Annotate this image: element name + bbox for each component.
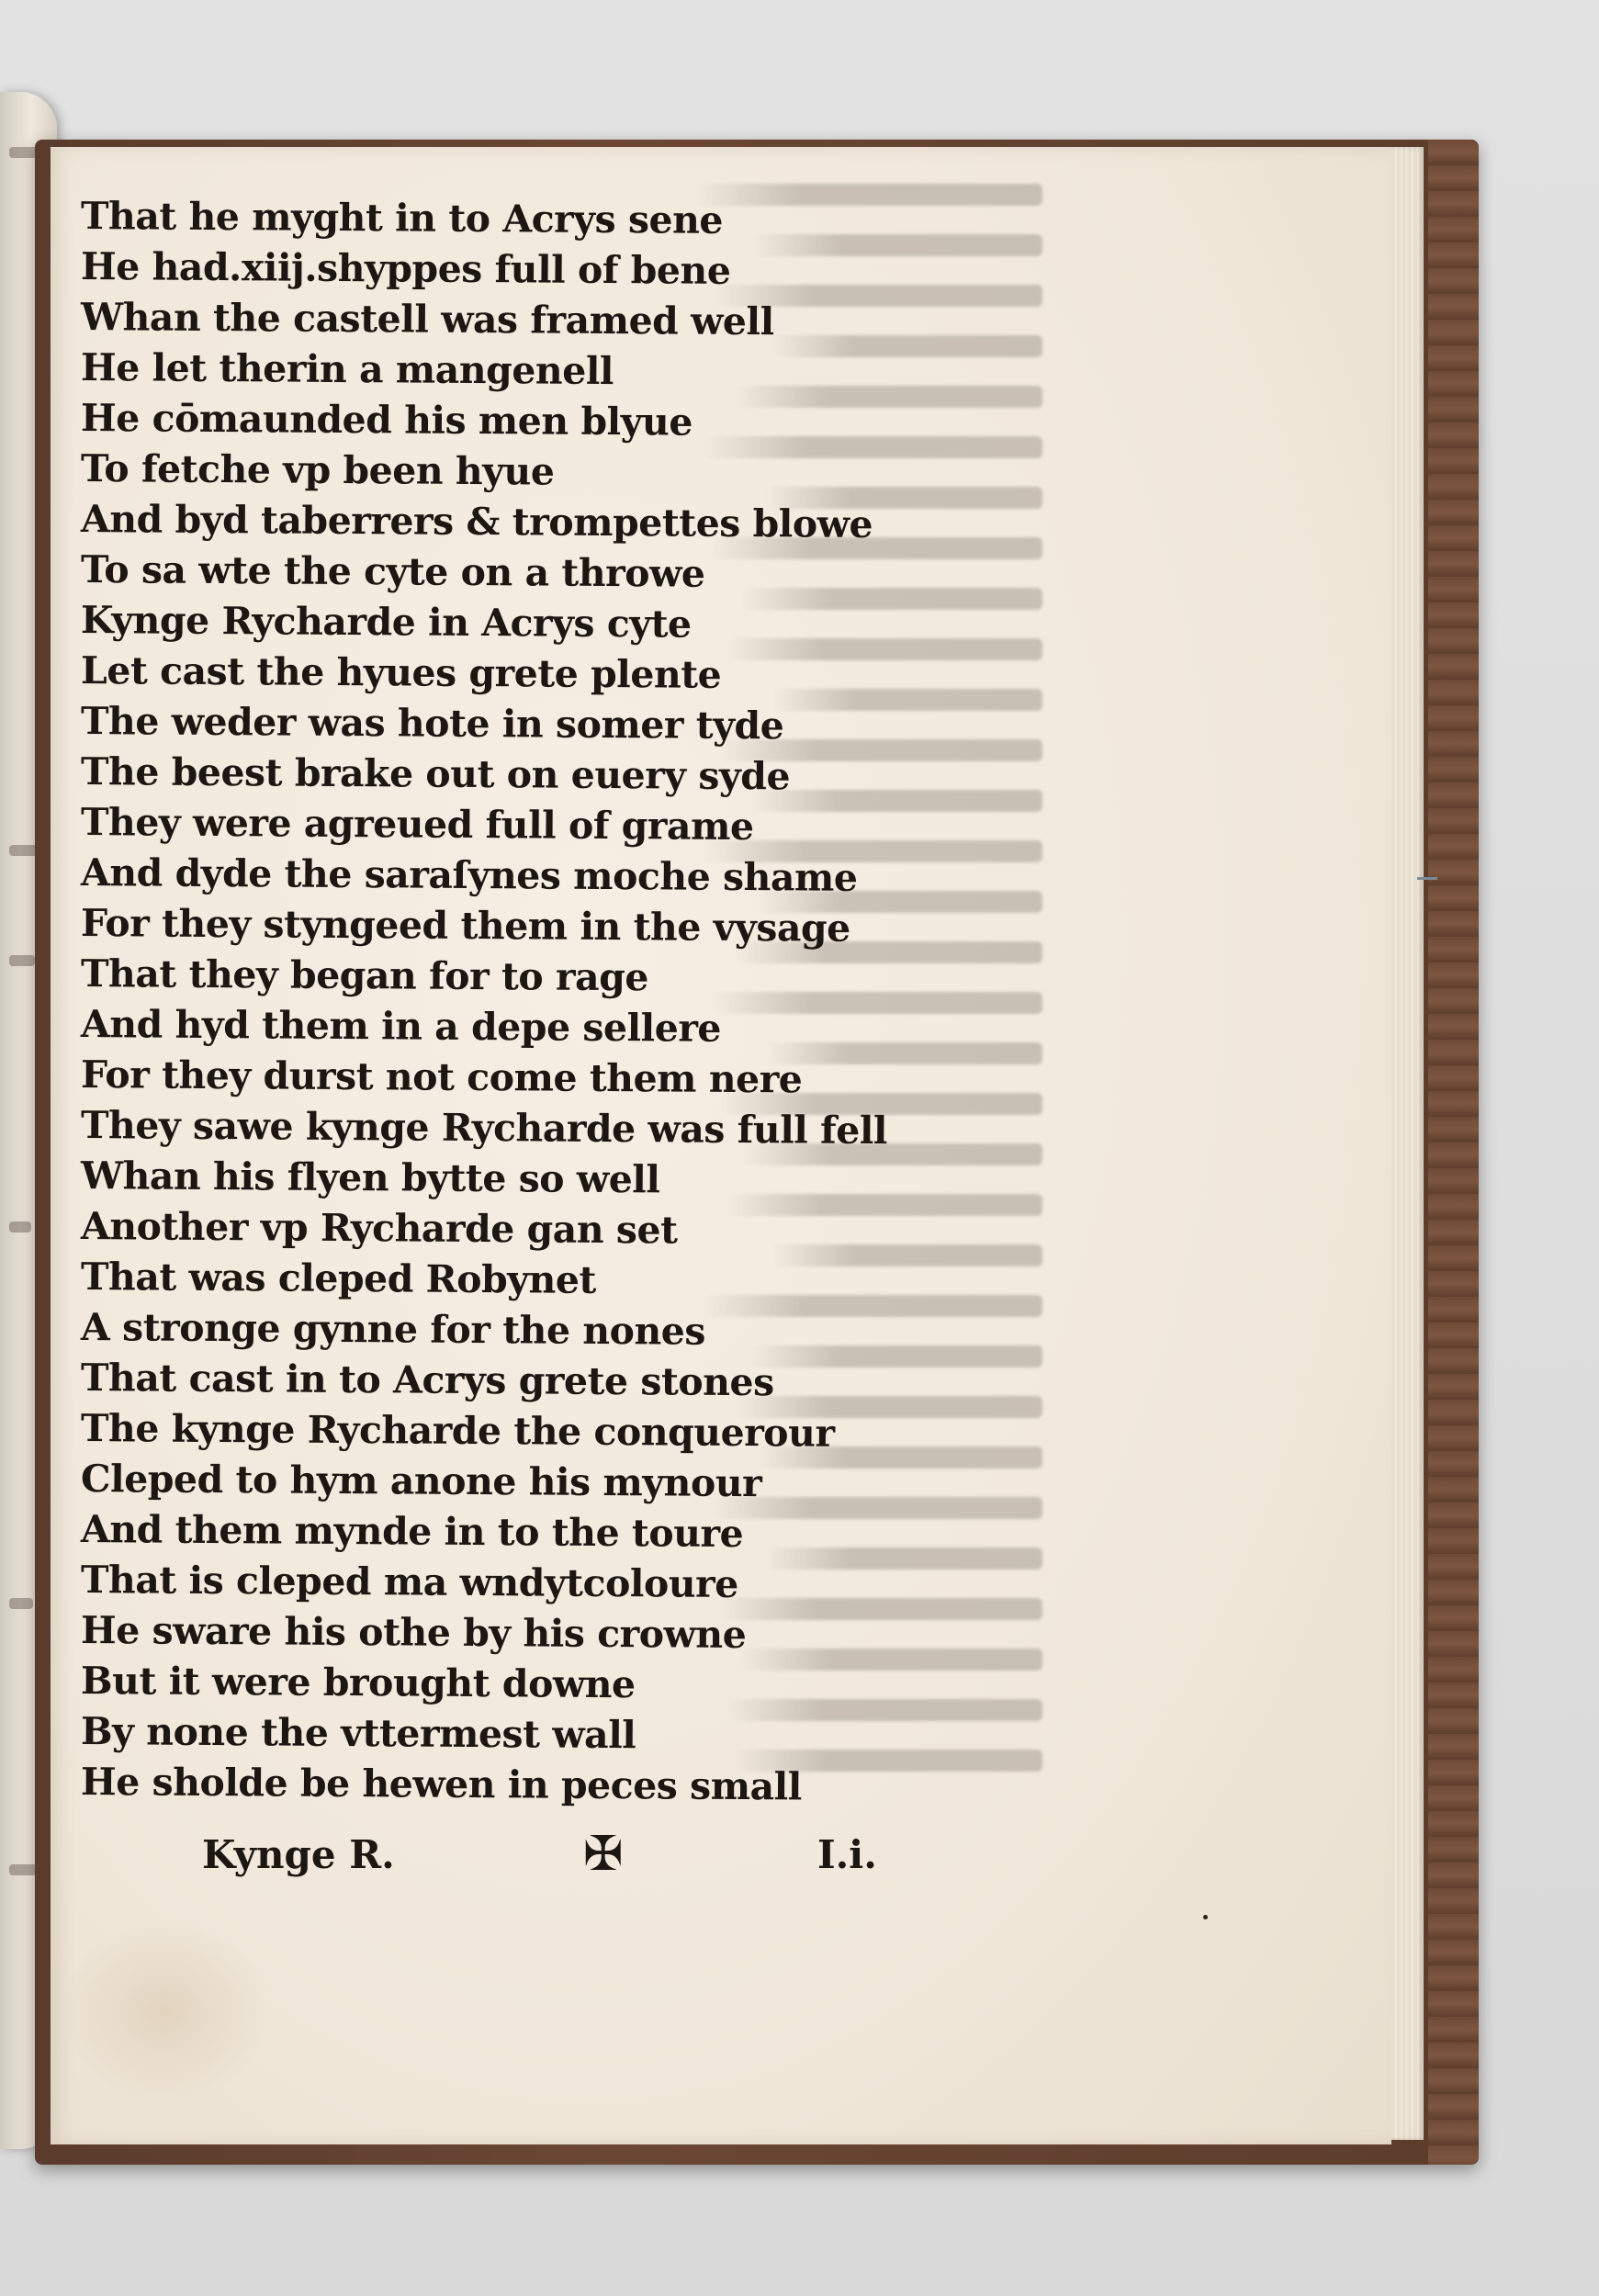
verse-line: And them mynde in to the toure (80, 1507, 744, 1557)
verse-line: For they styngeed them in the vysage (80, 901, 850, 951)
bookmark-thread (1417, 877, 1437, 880)
verse-line: He let therin a mangenell (80, 345, 614, 394)
verse-line: But it were brought downe (80, 1659, 636, 1707)
verse-line: The weder was hote in somer tyde (80, 699, 784, 748)
verse-line: Whan his flyen bytte so well (80, 1154, 660, 1202)
verse-line: That cast in to Acrys grete stones (80, 1356, 774, 1405)
verse-line: He had.xiij.shyppes full of bene (80, 244, 731, 293)
verse-line: Cleped to hym anone his mynour (80, 1457, 762, 1506)
verse-line: To sa wte the cyte on a throwe (80, 547, 705, 596)
leaf-signature-mark: I.i. (817, 1832, 877, 1877)
verse-line: For they durst not come them nere (80, 1052, 803, 1102)
verse-line: And byd taberrers & trompettes blowe (80, 497, 873, 547)
verse-line: Kynge Rycharde in Acrys cyte (80, 598, 692, 647)
verse-line: He cōmaunded his men blyue (80, 396, 693, 445)
verse-line: The kynge Rycharde the conquerour (80, 1406, 835, 1456)
verse-line: A stronge gynne for the nones (80, 1305, 706, 1354)
verse-line: Another vp Rycharde gan set (80, 1204, 678, 1253)
verse-text-block (81, 191, 981, 1807)
verse-line: And dyde the saraſynes moche shame (80, 850, 858, 900)
verse-line: That was cleped Robynet (80, 1255, 597, 1302)
verse-line: Whan the castell was framed well (80, 295, 774, 344)
verse-line: To fetche vp been hyue (80, 446, 555, 494)
verse-line: He sware his othe by his crowne (80, 1608, 747, 1658)
verse-line: And hyd them in a depe sellere (80, 1002, 722, 1051)
catchword-signature: Kynge R. (202, 1832, 395, 1877)
verse-line: That is cleped ma wndytcoloure (80, 1558, 738, 1606)
cover-fore-edge (1428, 140, 1479, 2165)
verse-line: They sawe kynge Rycharde was full fell (80, 1103, 888, 1154)
ink-speck (1203, 1915, 1208, 1919)
verse-line: They were agreued full of grame (80, 800, 754, 850)
verse-line: That he myght in to Acrys sene (80, 194, 724, 242)
verse-line: Let cast the hyues grete plente (80, 648, 722, 697)
cross-fleuron-icon: ✠ (583, 1827, 624, 1882)
verse-line: That they began for to rage (80, 951, 649, 1000)
verse-line: By none the vttermest wall (80, 1709, 636, 1758)
foxing-stain (60, 1919, 271, 2103)
verse-line: The beest brake out on euery syde (80, 749, 791, 799)
verse-line: He sholde be hewen in peces small (80, 1760, 802, 1809)
page-footer (202, 1827, 918, 1887)
